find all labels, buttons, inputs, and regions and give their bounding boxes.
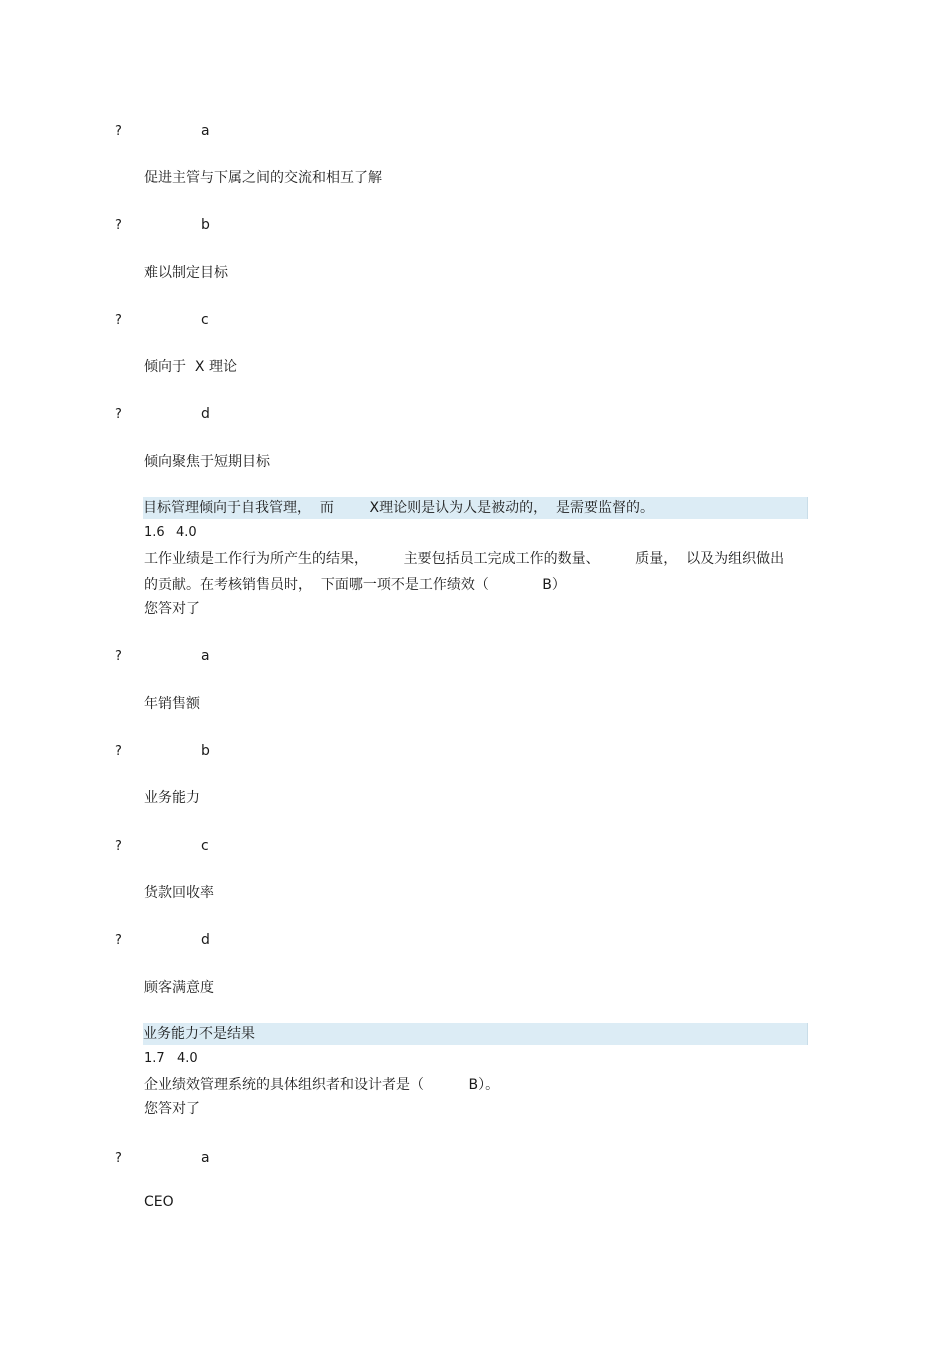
option-text-c: 货款回收率 — [144, 885, 214, 901]
question-stem-line1: 企业绩效管理系统的具体组织者和设计者是（ B）。 — [144, 1077, 500, 1093]
option-marker: ? — [115, 744, 122, 759]
question-score: 4.0 — [177, 1051, 198, 1066]
option-letter-b: b — [201, 743, 210, 759]
option-text-d: 顾客满意度 — [144, 980, 214, 996]
option-text-b: 业务能力 — [144, 790, 200, 806]
option-letter-a: a — [201, 648, 210, 664]
option-letter-a: a — [201, 1150, 210, 1166]
option-marker: ? — [115, 407, 122, 422]
option-letter-b: b — [201, 217, 210, 233]
option-letter-a: a — [201, 123, 210, 139]
option-text-a: 年销售额 — [144, 696, 200, 712]
question-stem-line1: 工作业绩是工作行为所产生的结果， 主要包括员工完成工作的数量、 质量， 以及为组织做出 — [144, 551, 785, 567]
option-marker: ? — [115, 649, 122, 664]
option-text-b: 难以制定目标 — [144, 265, 228, 281]
option-text-a: 促进主管与下属之间的交流和相互了解 — [144, 170, 382, 186]
answer-explanation: 目标管理倾向于自我管理， 而 X理论则是认为人是被动的， 是需要监督的。 — [143, 497, 808, 519]
option-marker: ? — [115, 218, 122, 233]
answer-result: 您答对了 — [144, 601, 200, 617]
option-letter-d: d — [201, 406, 210, 422]
answer-explanation: 业务能力不是结果 — [143, 1023, 808, 1045]
option-marker: ? — [115, 933, 122, 948]
option-marker: ? — [115, 1151, 122, 1166]
option-letter-c: c — [201, 312, 209, 328]
option-marker: ? — [115, 124, 122, 139]
question-number: 1.7 — [144, 1051, 165, 1066]
answer-result: 您答对了 — [144, 1101, 200, 1117]
question-score: 4.0 — [176, 525, 197, 540]
option-text-c: 倾向于 X 理论 — [144, 359, 237, 375]
question-number: 1.6 — [144, 525, 165, 540]
option-marker: ? — [115, 313, 122, 328]
question-stem-line2: 的贡献。在考核销售员时， 下面哪一项不是工作绩效（ B） — [144, 577, 566, 593]
option-letter-c: c — [201, 838, 209, 854]
option-letter-d: d — [201, 932, 210, 948]
option-text-a: CEO — [144, 1194, 174, 1210]
option-marker: ? — [115, 839, 122, 854]
option-text-d: 倾向聚焦于短期目标 — [144, 454, 270, 470]
